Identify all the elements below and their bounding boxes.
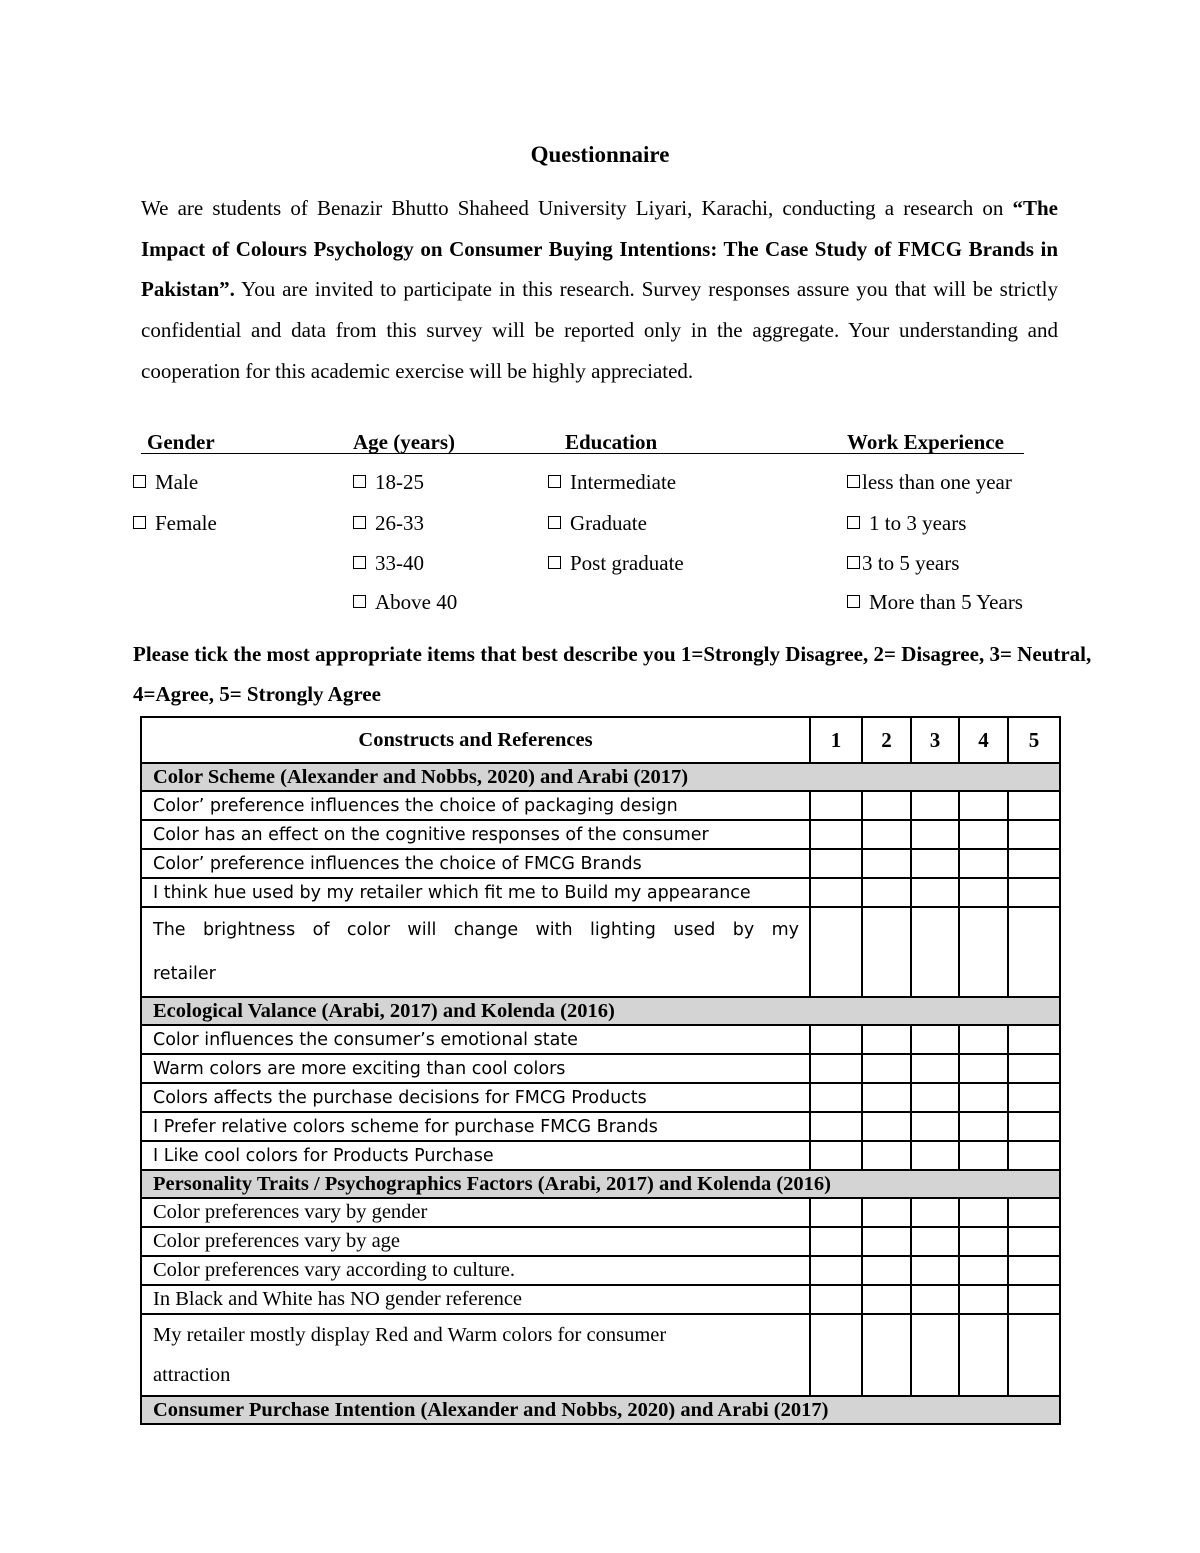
rating-cell[interactable] (862, 820, 911, 849)
rating-cell[interactable] (911, 820, 959, 849)
rating-cell[interactable] (959, 1141, 1008, 1170)
rating-cell[interactable] (959, 1198, 1008, 1227)
age-option-26-33[interactable]: 26-33 (353, 511, 424, 536)
checkbox-icon[interactable] (847, 556, 860, 569)
rating-cell[interactable] (959, 1285, 1008, 1314)
rating-cell[interactable] (959, 1314, 1008, 1396)
rating-cell[interactable] (911, 1227, 959, 1256)
table-row (141, 1256, 1060, 1285)
work-option-1-to-3[interactable]: 1 to 3 years (847, 511, 966, 536)
checkbox-icon[interactable] (548, 556, 561, 569)
scale-header-5: 5 (1008, 717, 1060, 763)
education-option-intermediate[interactable]: Intermediate (548, 470, 676, 495)
item-text: My retailer mostly display Red and Warm colors for consumer attraction (141, 1314, 810, 1396)
item-text: I think hue used by my retailer which fit me to Build my appearance (141, 878, 810, 907)
section-title: Personality Traits / Psychographics Factors (Arabi, 2017) and Kolenda (2016) (141, 1170, 1060, 1198)
scale-header-1: 1 (810, 717, 862, 763)
scale-header-4: 4 (959, 717, 1008, 763)
rating-cell[interactable] (862, 1285, 911, 1314)
rating-cell[interactable] (911, 1141, 959, 1170)
rating-cell[interactable] (862, 1025, 911, 1054)
rating-cell[interactable] (911, 1198, 959, 1227)
rating-cell[interactable] (959, 1083, 1008, 1112)
rating-cell[interactable] (1008, 1025, 1060, 1054)
rating-cell[interactable] (959, 1054, 1008, 1083)
table-row (141, 1285, 1060, 1314)
work-option-3-to-5[interactable]: 3 to 5 years (847, 551, 959, 576)
rating-cell[interactable] (959, 878, 1008, 907)
rating-cell[interactable] (1008, 1054, 1060, 1083)
table-row (141, 849, 1060, 878)
table-row (141, 1141, 1060, 1170)
gender-option-male[interactable]: Male (133, 470, 198, 495)
rating-cell[interactable] (862, 1054, 911, 1083)
rating-cell[interactable] (862, 1227, 911, 1256)
intro-paragraph (141, 188, 1058, 392)
rating-cell[interactable] (911, 907, 959, 997)
rating-cell[interactable] (1008, 1198, 1060, 1227)
table-row (141, 820, 1060, 849)
rating-cell[interactable] (959, 820, 1008, 849)
rating-cell[interactable] (862, 1256, 911, 1285)
rating-cell[interactable] (810, 1054, 862, 1083)
table-row (141, 878, 1060, 907)
rating-cell[interactable] (1008, 1256, 1060, 1285)
scale-header-2: 2 (862, 717, 911, 763)
rating-cell[interactable] (959, 907, 1008, 997)
item-text: Color preferences vary according to culture. (141, 1256, 810, 1285)
rating-cell[interactable] (862, 1314, 911, 1396)
work-option-more-than-5[interactable]: More than 5 Years (847, 590, 1023, 615)
rating-cell[interactable] (911, 1112, 959, 1141)
checkbox-icon[interactable] (847, 595, 860, 608)
table-row (141, 791, 1060, 820)
education-heading: Education (565, 430, 658, 454)
checkbox-icon[interactable] (353, 595, 366, 608)
intro-text-2: You are invited to participate in this research. Survey responses assure you that will be strictly confidential and data from this survey will be reported only in the aggregate. Your understanding and cooperation for this academic exercise will be highly appreciated. (141, 277, 1058, 383)
item-text: The brightness of color will change with lighting used by my retailer (141, 907, 810, 997)
table-row (141, 1314, 1060, 1396)
rating-cell[interactable] (911, 1285, 959, 1314)
rating-cell[interactable] (1008, 907, 1060, 997)
rating-cell[interactable] (810, 1256, 862, 1285)
age-option-above-40[interactable]: Above 40 (353, 590, 457, 615)
rating-cell[interactable] (911, 791, 959, 820)
checkbox-icon[interactable] (353, 516, 366, 529)
checkbox-icon[interactable] (353, 556, 366, 569)
section-title: Color Scheme (Alexander and Nobbs, 2020) and Arabi (2017) (141, 763, 1060, 791)
table-row (141, 1227, 1060, 1256)
age-option-18-25[interactable]: 18-25 (353, 470, 424, 495)
rating-cell[interactable] (810, 1227, 862, 1256)
rating-cell[interactable] (1008, 1314, 1060, 1396)
rating-cell[interactable] (1008, 849, 1060, 878)
rating-cell[interactable] (862, 1198, 911, 1227)
checkbox-icon[interactable] (133, 475, 146, 488)
item-text: Color preferences vary by age (141, 1227, 810, 1256)
rating-cell[interactable] (1008, 1285, 1060, 1314)
rating-cell[interactable] (1008, 1083, 1060, 1112)
item-text: In Black and White has NO gender reference (141, 1285, 810, 1314)
work-option-less-than-one[interactable]: less than one year (847, 470, 1012, 495)
age-option-33-40[interactable]: 33-40 (353, 551, 424, 576)
checkbox-icon[interactable] (548, 516, 561, 529)
intro-text-1: We are students of Benazir Bhutto Shaheed University Liyari, Karachi, conducting a research on (141, 196, 1013, 220)
rating-cell[interactable] (862, 1112, 911, 1141)
rating-cell[interactable] (959, 1227, 1008, 1256)
rating-cell[interactable] (1008, 1227, 1060, 1256)
item-text: Color’ preference influences the choice of FMCG Brands (141, 849, 810, 878)
item-text: Color has an effect on the cognitive responses of the consumer (141, 820, 810, 849)
rating-cell[interactable] (810, 1112, 862, 1141)
rating-cell[interactable] (911, 1054, 959, 1083)
education-option-graduate[interactable]: Graduate (548, 511, 647, 536)
checkbox-icon[interactable] (353, 475, 366, 488)
work-experience-heading: Work Experience (847, 430, 1004, 454)
rating-cell[interactable] (810, 1083, 862, 1112)
section-row (141, 763, 1060, 791)
checkbox-icon[interactable] (847, 475, 860, 488)
item-text: Color preferences vary by gender (141, 1198, 810, 1227)
demographics-divider (141, 453, 1024, 454)
rating-cell[interactable] (959, 1112, 1008, 1141)
rating-cell[interactable] (862, 907, 911, 997)
rating-cell[interactable] (959, 849, 1008, 878)
rating-cell[interactable] (862, 849, 911, 878)
checkbox-icon[interactable] (548, 475, 561, 488)
rating-cell[interactable] (810, 820, 862, 849)
rating-cell[interactable] (862, 791, 911, 820)
instructions: Please tick the most appropriate items that best describe you 1=Strongly Disagree, 2= Disagree, 3= Neutral, 4=Agree, 5= Strongly Agree (133, 642, 1092, 706)
item-text: I Like cool colors for Products Purchase (141, 1141, 810, 1170)
scale-header-3: 3 (911, 717, 959, 763)
rating-cell[interactable] (810, 878, 862, 907)
rating-cell[interactable] (1008, 791, 1060, 820)
item-text: Color influences the consumer’s emotional state (141, 1025, 810, 1054)
item-text: Color’ preference influences the choice of packaging design (141, 791, 810, 820)
rating-cell[interactable] (911, 1314, 959, 1396)
rating-cell[interactable] (1008, 878, 1060, 907)
section-title: Ecological Valance (Arabi, 2017) and Kolenda (2016) (141, 997, 1060, 1025)
research-title: “The Impact of Colours Psychology on Consumer Buying Intentions: The Case Study of FMCG Brands in Pakistan”. (141, 196, 1058, 302)
section-row (141, 1396, 1060, 1424)
rating-cell[interactable] (1008, 1141, 1060, 1170)
rating-cell[interactable] (862, 1083, 911, 1112)
rating-cell[interactable] (911, 1256, 959, 1285)
item-text: Colors affects the purchase decisions for FMCG Products (141, 1083, 810, 1112)
rating-cell[interactable] (810, 1025, 862, 1054)
rating-cell[interactable] (1008, 820, 1060, 849)
table-header-row (141, 717, 1060, 763)
rating-cell[interactable] (911, 878, 959, 907)
rating-cell[interactable] (810, 1314, 862, 1396)
education-option-post-graduate[interactable]: Post graduate (548, 551, 684, 576)
item-text: Warm colors are more exciting than cool colors (141, 1054, 810, 1083)
age-heading: Age (years) (353, 430, 456, 454)
table-row (141, 1112, 1060, 1141)
checkbox-icon[interactable] (133, 516, 146, 529)
rating-cell[interactable] (810, 907, 862, 997)
rating-cell[interactable] (959, 1256, 1008, 1285)
rating-cell[interactable] (810, 1285, 862, 1314)
section-row (141, 997, 1060, 1025)
table-row (141, 907, 1060, 997)
gender-heading: Gender (147, 430, 215, 454)
table-row (141, 1025, 1060, 1054)
section-row (141, 1170, 1060, 1198)
checkbox-icon[interactable] (847, 516, 860, 529)
rating-cell[interactable] (959, 1025, 1008, 1054)
rating-cell[interactable] (862, 1141, 911, 1170)
rating-cell[interactable] (810, 791, 862, 820)
rating-cell[interactable] (911, 1083, 959, 1112)
rating-cell[interactable] (911, 1025, 959, 1054)
page-title: Questionnaire (530, 142, 670, 167)
table-row (141, 1054, 1060, 1083)
rating-cell[interactable] (1008, 1112, 1060, 1141)
gender-option-female[interactable]: Female (133, 511, 217, 536)
rating-cell[interactable] (810, 849, 862, 878)
rating-cell[interactable] (810, 1198, 862, 1227)
rating-cell[interactable] (862, 878, 911, 907)
rating-cell[interactable] (959, 791, 1008, 820)
section-title: Consumer Purchase Intention (Alexander and Nobbs, 2020) and Arabi (2017) (141, 1396, 1060, 1424)
item-text: I Prefer relative colors scheme for purchase FMCG Brands (141, 1112, 810, 1141)
constructs-header: Constructs and References (141, 717, 810, 763)
table-row (141, 1083, 1060, 1112)
table-row (141, 1198, 1060, 1227)
likert-table (140, 716, 1061, 1425)
rating-cell[interactable] (810, 1141, 862, 1170)
rating-cell[interactable] (911, 849, 959, 878)
